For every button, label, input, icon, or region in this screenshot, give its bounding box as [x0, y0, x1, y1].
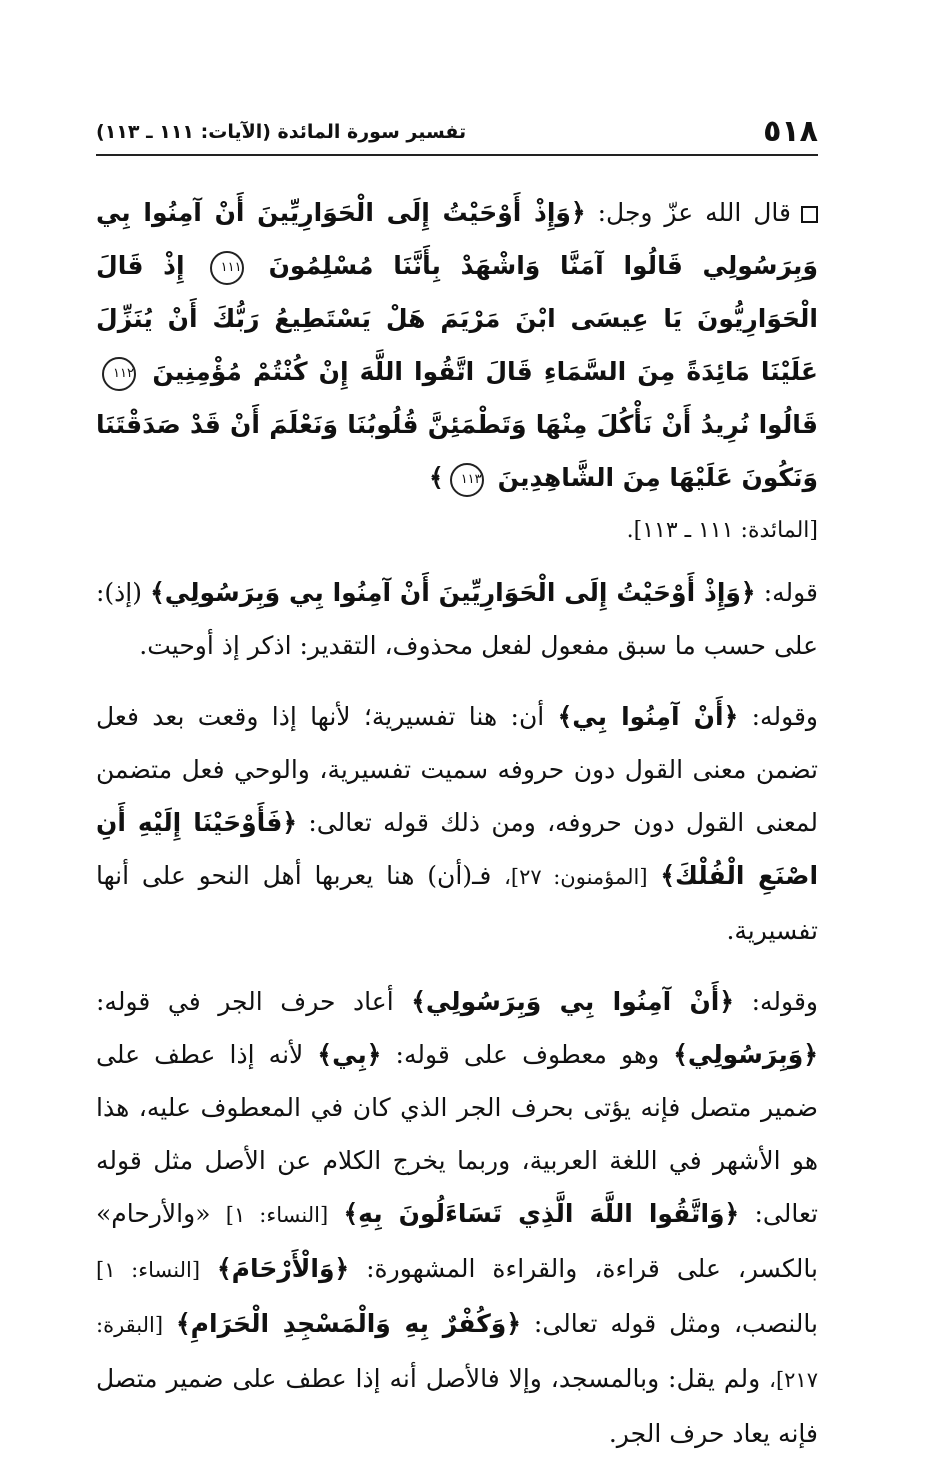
p2-text-2: فـ(أن) هنا يعربها أهل النحو على أنها تفسيرية.	[96, 861, 818, 945]
p3-text-3: لأنه إذا عطف على ضمير متصل فإنه يؤتى بحرف الجر الذي كان في المعطوف عليه، هذا هو الأشهر في اللغة العربية، وربما يخرج الكلام عن الأصل مثل قوله تعالى:	[96, 1040, 819, 1228]
p2-ref: [المؤمنون: ٢٧]،	[504, 865, 648, 889]
page-header	[96, 110, 818, 156]
p3-quote-6: ﴿وَكُفْرٌ بِهِ وَالْمَسْجِدِ الْحَرَامِ﴾	[175, 1309, 521, 1338]
p3-text-1: أعاد حرف الجر في قوله:	[96, 987, 394, 1016]
p3-quote-3: ﴿بِي﴾	[317, 1040, 382, 1069]
verse-part-3: قَالُوا نُرِيدُ أَنْ نَأْكُلَ مِنْهَا وَتَطْمَئِنَّ قُلُوبُنَا وَنَعْلَمَ أَنْ قَدْ صَدَقْتَنَا وَنَكُونَ عَلَيْهَا مِنَ الشَّاهِدِينَ	[96, 410, 818, 492]
p3-ref-1: [النساء: ١]	[225, 1203, 329, 1227]
ayah-marker-113: ١١٣	[450, 463, 484, 497]
p3-quote-5: ﴿وَالْأَرْحَامَ﴾	[217, 1254, 350, 1283]
p3-ref-2: [النساء: ١]	[96, 1258, 201, 1282]
p3-text-5: بالنصب، ومثل قوله تعالى:	[533, 1309, 818, 1338]
ayah-marker-112: ١١٢	[102, 357, 136, 391]
ayah-marker-111: ١١١	[210, 251, 244, 285]
p3-quote: ﴿أَنْ آمِنُوا بِي وَبِرَسُولِي﴾	[411, 987, 735, 1016]
p2-quote: ﴿أَنْ آمِنُوا بِي﴾	[557, 702, 739, 731]
p3-lead: وقوله:	[751, 987, 818, 1016]
paragraph-1	[96, 566, 818, 672]
p1-quote: ﴿وَإِذْ أَوْحَيْتُ إِلَى الْحَوَارِيِّينَ أَنْ آمِنُوا بِي وَبِرَسُولِي﴾	[150, 578, 756, 607]
p2-text-1: أن: هنا تفسيرية؛ لأنها إذا وقعت بعد فعل تضمن معنى القول دون حروفه سميت تفسيرية، والوحي فعل متضمن لمعنى القول دون حروفه، ومن ذلك قوله تعالى:	[96, 702, 818, 837]
open-bracket: ﴿	[570, 198, 586, 227]
paragraph-3	[96, 975, 818, 1460]
p2-lead: وقوله:	[751, 702, 819, 731]
square-bullet-icon	[801, 206, 818, 223]
p2-quote-2: ﴿فَأَوْحَيْنَا إِلَيْهِ أَنِ اصْنَعِ الْفُلْكَ﴾	[96, 808, 819, 890]
opening-verse-paragraph	[96, 186, 818, 504]
running-title: تفسير سورة المائدة (الآيات: ١١١ ـ ١١٣)	[96, 121, 467, 143]
p1-text: (إذ): على حسب ما سبق مفعول لفعل محذوف، التقدير: اذكر إذ أوحيت.	[96, 578, 818, 660]
page-body	[96, 186, 818, 1478]
p3-quote-4: ﴿وَاتَّقُوا اللَّهَ الَّذِي تَسَاءَلُونَ بِهِ﴾	[343, 1199, 740, 1228]
opening-source: [المائدة: ١١١ ـ ١١٣].	[626, 518, 818, 543]
page-number: ٥١٨	[763, 114, 818, 149]
p1-lead: قوله:	[763, 578, 818, 607]
p3-ref-3: [البقرة: ٢١٧]،	[96, 1313, 818, 1392]
opening-intro: قال الله عزّ وجل:	[597, 198, 791, 227]
p3-quote-2: ﴿وَبِرَسُولِي﴾	[673, 1040, 818, 1069]
p3-text-6: ولم يقل: وبالمسجد، وإلا فالأصل أنه إذا عطف على ضمير متصل فإنه يعاد حرف الجر.	[96, 1364, 818, 1448]
verse-part-1: وَإِذْ أَوْحَيْتُ إِلَى الْحَوَارِيِّينَ أَنْ آمِنُوا بِي وَبِرَسُولِي قَالُوا آمَنَّا وَاشْهَدْ بِأَنَّنَا مُسْلِمُونَ	[96, 198, 818, 280]
p3-text-4: «والأرحام» بالكسر، على قراءة، والقراءة المشهورة:	[96, 1199, 818, 1283]
paragraph-2	[96, 690, 818, 957]
close-bracket: ﴾	[429, 463, 444, 492]
verse-part-2: إِذْ قَالَ الْحَوَارِيُّونَ يَا عِيسَى ابْنَ مَرْيَمَ هَلْ يَسْتَطِيعُ رَبُّكَ أَنْ يُنَزِّلَ عَلَيْنَا مَائِدَةً مِنَ السَّمَاءِ قَالَ اتَّقُوا اللَّهَ إِنْ كُنْتُمْ مُؤْمِنِينَ	[96, 251, 818, 386]
p3-text-2: وهو معطوف على قوله:	[395, 1040, 660, 1069]
